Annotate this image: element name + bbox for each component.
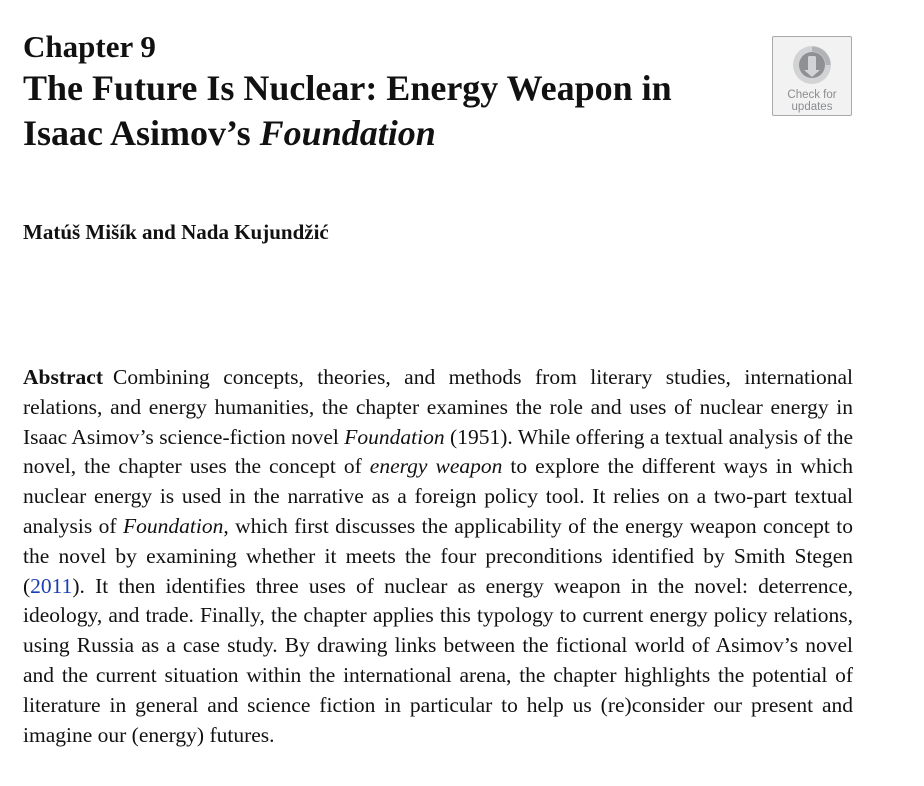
- abstract-italic-foundation-2: Foundation: [123, 513, 224, 538]
- abstract-text-4: , which first discusses the applicability of the energy weapon concept to the novel by examining whether it meets the four preconditions identified by Smith Stegen (: [23, 513, 853, 598]
- citation-link[interactable]: 2011: [30, 573, 73, 598]
- abstract-label: Abstract: [23, 365, 104, 389]
- abstract-text-2: (1951). While offering a textual analysis of the novel, the chapter uses the concept of: [23, 424, 853, 479]
- abstract-text-5: ). It then identifies three uses of nuclear as energy weapon in the novel: deterrence, ideology, and trade. Finally, the chapter applies this typology to current energy policy relations, using Russia as a case study. By drawing links between the fictional world of Asimov’s novel and the current situation within the international arena, the chapter highlights the potential of literature in general and science fiction in particular to help us (re)consider our present and imagine our (energy) futures.: [23, 573, 853, 747]
- abstract-italic-energy-weapon: energy weapon: [369, 454, 503, 479]
- abstract: [23, 363, 853, 750]
- badge-text-line1: Check for: [787, 89, 837, 101]
- badge-text: [787, 89, 836, 113]
- chapter-title-italic: Foundation: [259, 113, 436, 153]
- badge-text-line2: updates: [791, 101, 833, 113]
- chapter-title-text: The Future Is Nuclear: Energy Weapon in Isaac Asimov’s: [23, 68, 672, 153]
- authors: Matúš Mišík and Nada Kujundžić: [23, 220, 329, 244]
- check-for-updates-icon: [790, 43, 834, 87]
- abstract-text-1: Combining concepts, theories, and methods from literary studies, international relations, and energy humanities, the chapter examines the role and uses of nuclear energy in Isaac Asimov’s science-fiction novel: [23, 365, 853, 449]
- check-for-updates-badge[interactable]: [772, 36, 852, 116]
- chapter-label: Chapter 9: [23, 29, 156, 64]
- abstract-italic-foundation-1: Foundation: [344, 424, 445, 449]
- abstract-text-3: to explore the different ways in which nuclear energy is used in the narrative as a foreign policy tool. It relies on a two-part textual analysis of: [23, 454, 853, 538]
- chapter-page: [23, 28, 853, 747]
- chapter-title: [23, 66, 743, 156]
